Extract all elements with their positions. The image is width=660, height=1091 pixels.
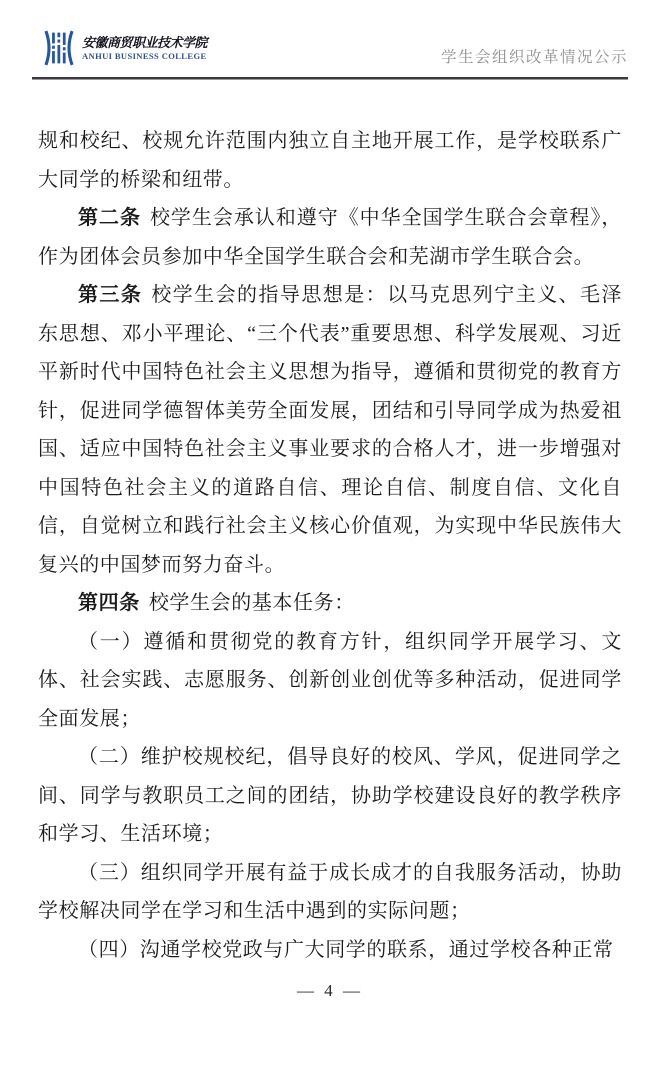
paragraph <box>38 738 622 854</box>
header-doc-title: 学生会组织改革情况公示 <box>440 49 628 66</box>
paragraph-text: （三）组织同学开展有益于成长成才的自我服务活动，协助学校解决同学在学习和生活中遇到的实际问题； <box>38 861 622 922</box>
paragraph-text: 规和校纪、校规允许范围内独立自主地开展工作，是学校联系广大同学的桥梁和纽带。 <box>38 130 622 191</box>
document-body <box>38 122 622 969</box>
paragraph <box>38 276 622 584</box>
paragraph-text: 校学生会承认和遵守《中华全国学生联合会章程》，作为团体会员参加中华全国学生联合会和芜湖市学生联合会。 <box>38 207 622 268</box>
paragraph <box>38 122 622 199</box>
page-number: — 4 — <box>297 981 363 1000</box>
college-name-cn: 安徽商贸职业技术学院 <box>82 34 208 50</box>
article-label: 第四条 <box>78 592 140 614</box>
header-divider <box>32 77 628 80</box>
article-label: 第二条 <box>78 207 141 229</box>
paragraph-text: （一）遵循和贯彻党的教育方针，组织同学开展学习、文体、社会实践、志愿服务、创新创业创优等多种活动，促进同学全面发展； <box>38 630 622 730</box>
page-header <box>42 28 628 68</box>
article-label: 第三条 <box>78 284 143 306</box>
college-names <box>82 35 207 62</box>
college-brand <box>42 28 207 68</box>
paragraph <box>38 623 622 739</box>
paragraph <box>38 199 622 276</box>
paragraph <box>38 931 622 970</box>
paragraph <box>38 584 622 623</box>
paragraph-text: （二）维护校规校纪，倡导良好的校风、学风，促进同学之间、同学与教职员工之间的团结，协助学校建设良好的教学秩序和学习、生活环境； <box>38 746 622 845</box>
paragraph-text: 校学生会的基本任务： <box>148 592 355 614</box>
paragraph <box>38 854 622 931</box>
college-name-en: ANHUI BUSINESS COLLEGE <box>82 50 207 61</box>
college-logo-icon <box>42 28 76 68</box>
paragraph-text: 校学生会的指导思想是：以马克思列宁主义、毛泽东思想、邓小平理论、“三个代表”重要思想、科学发展观、习近平新时代中国特色社会主义思想为指导，遵循和贯彻党的教育方针，促进同学德智体美劳全面发展，团结和引导同学成为热爱祖国、适应中国特色社会主义事业要求的合格人才，进一步增强对中国特色社会主义的道路自信、理论自信、制度自信、文化自信，自觉树立和践行社会主义核心价值观，为实现中华民族伟大复兴的中国梦而努力奋斗。 <box>38 284 622 576</box>
paragraph-text: （四）沟通学校党政与广大同学的联系，通过学校各种正常 <box>78 938 614 961</box>
